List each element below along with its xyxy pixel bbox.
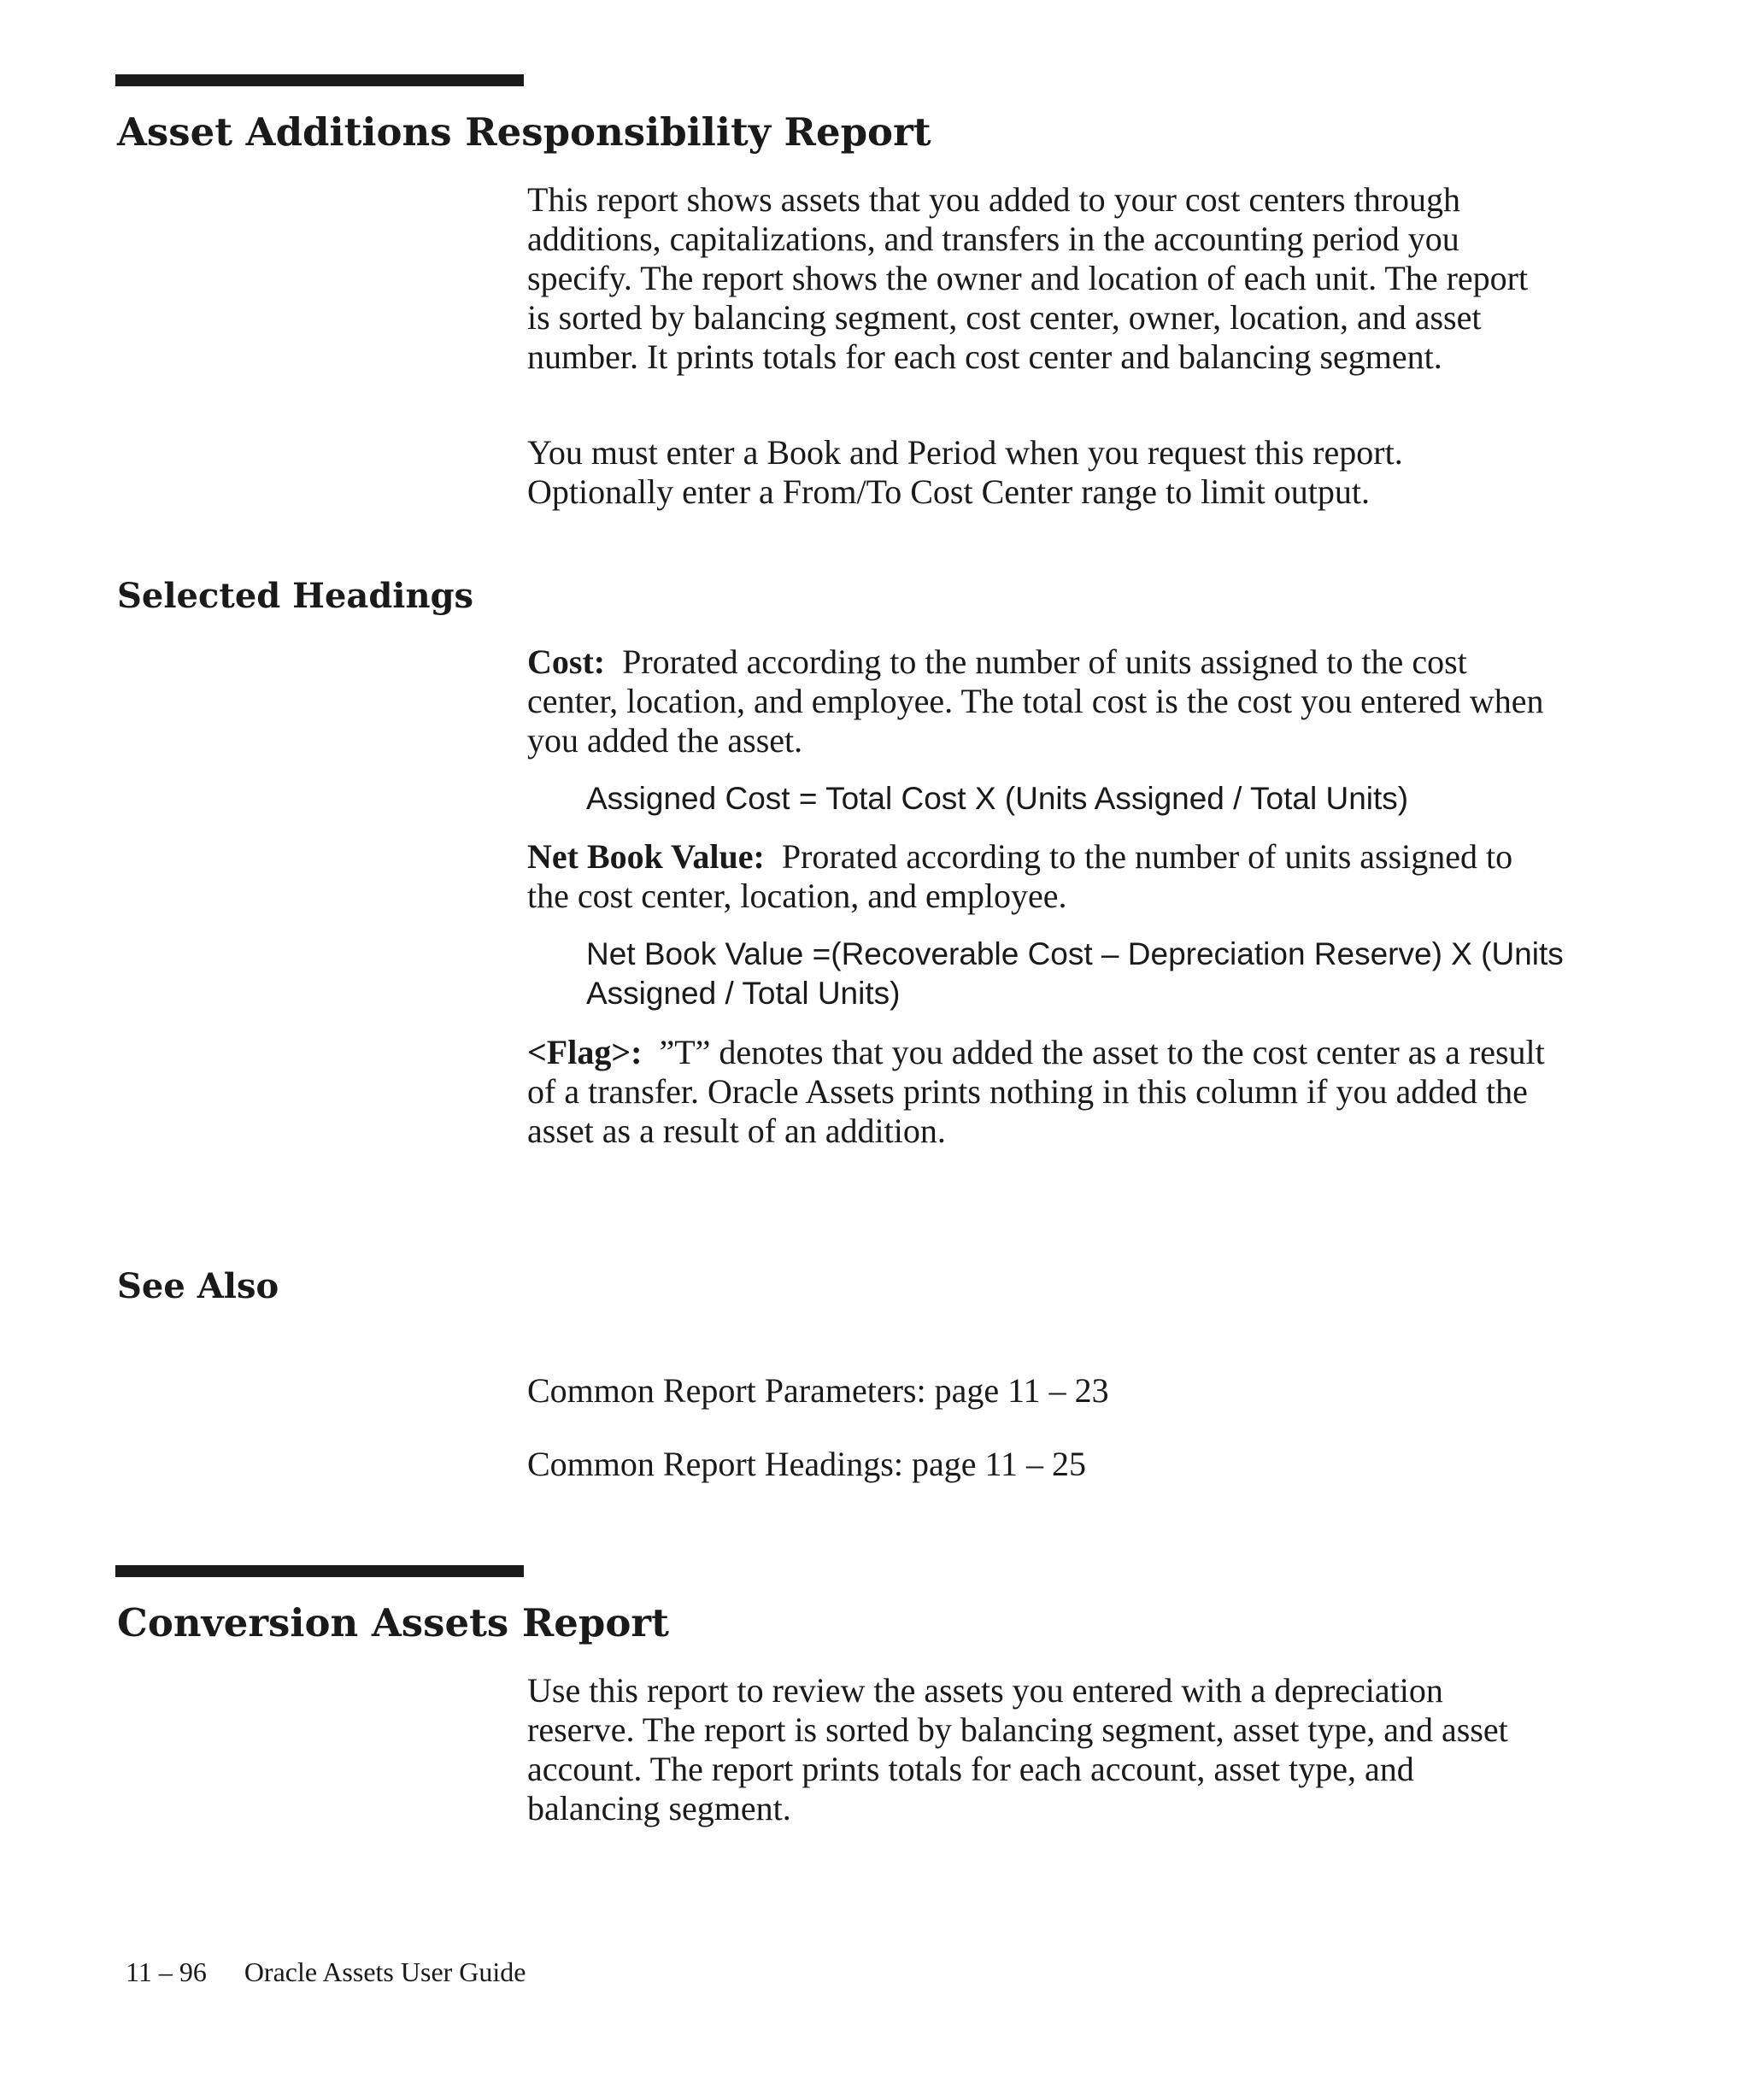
section-rule bbox=[115, 74, 524, 86]
term-description: ”T” denotes that you added the asset to the cost center as a result of a transfer. Oracle Assets prints nothing in this column if you added the asset as a result of an addition. bbox=[527, 1033, 1545, 1150]
term-label: Cost: bbox=[527, 642, 606, 681]
section-description: Use this report to review the assets you entered with a depreciation reserve. The report is sorted by balancing segment, asset type, and asset account. The report prints totals for each account, asset type, and balancing segment. bbox=[527, 1671, 1508, 1827]
term-description: Prorated according to the number of units assigned to the cost center, location, and employee. bbox=[527, 837, 1513, 915]
section-title: Asset Additions Responsibility Report bbox=[117, 109, 931, 155]
section-rule bbox=[115, 1565, 524, 1577]
subsection-title: Selected Headings bbox=[117, 576, 474, 616]
section-requirements: You must enter a Book and Period when you request this report. Optionally enter a From/To Cost Center range to limit output. bbox=[527, 433, 1403, 511]
book-title: Oracle Assets User Guide bbox=[244, 1956, 526, 1987]
heading-definition-cost bbox=[527, 642, 1553, 760]
heading-definition-net-book-value bbox=[527, 837, 1553, 916]
term-label: <Flag>: bbox=[527, 1033, 643, 1071]
subsection-title: See Also bbox=[117, 1266, 279, 1306]
cross-reference-link[interactable]: Common Report Parameters: page 11 – 23 bbox=[527, 1371, 1109, 1410]
term-description: Prorated according to the number of units assigned to the cost center, location, and employee. The total cost is the cost you entered when you added the asset. bbox=[527, 642, 1544, 760]
formula: Assigned Cost = Total Cost X (Units Assigned / Total Units) bbox=[586, 781, 1409, 816]
cross-reference-link[interactable]: Common Report Headings: page 11 – 25 bbox=[527, 1445, 1086, 1483]
heading-definition-flag bbox=[527, 1033, 1553, 1151]
section-description: This report shows assets that you added to your cost centers through additions, capitalizations, and transfers in the accounting period you specify. The report shows the owner and location of each unit. The report is sorted by balancing segment, cost center, owner, location, and asset number. It prints totals for each cost center and balancing segment. bbox=[527, 180, 1529, 376]
term-label: Net Book Value: bbox=[527, 837, 765, 876]
section-title: Conversion Assets Report bbox=[117, 1600, 669, 1645]
page-number: 11 – 96 bbox=[126, 1956, 207, 1987]
formula: Net Book Value =(Recoverable Cost – Depreciation Reserve) X (Units Assigned / Total Units) bbox=[586, 936, 1564, 1011]
page-footer bbox=[126, 1955, 526, 1989]
